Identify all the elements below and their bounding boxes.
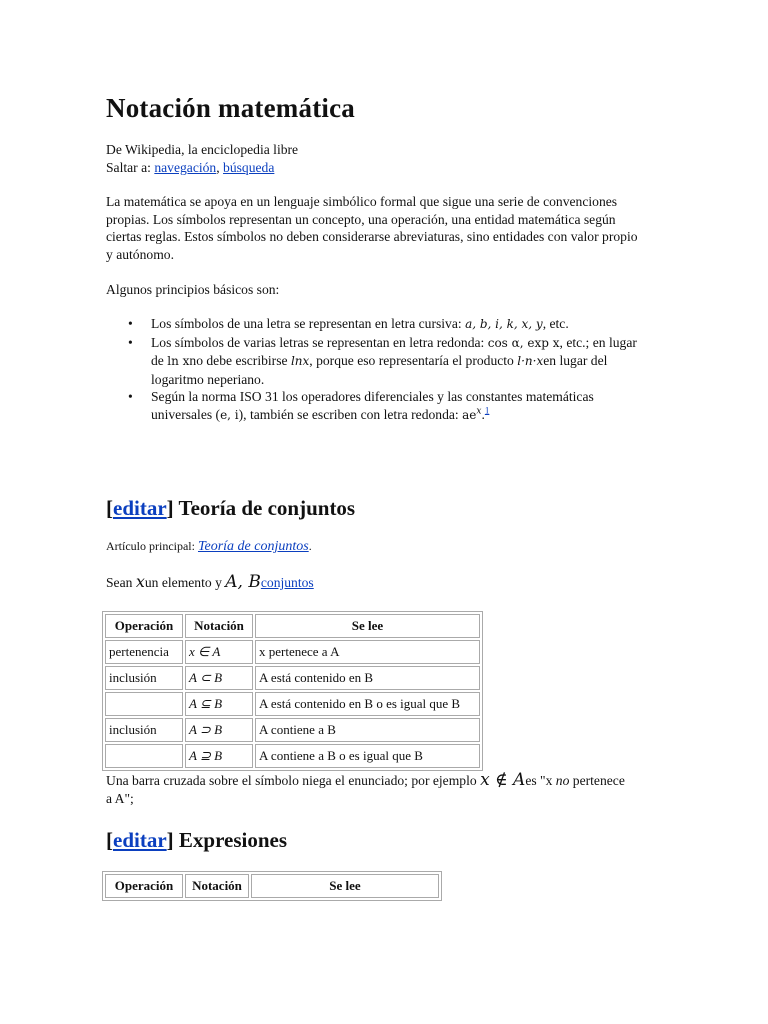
math-inline: lnx [290, 354, 310, 368]
bullet-text: no debe escribirse [189, 353, 291, 368]
principles-heading: Algunos principios básicos son: [106, 282, 280, 297]
column-header: Operación [105, 614, 183, 638]
math-inline: x ∉ A [480, 770, 526, 790]
edit-bracket: [ [106, 828, 113, 852]
sean-line [106, 573, 314, 592]
edit-bracket: ] [166, 828, 174, 852]
math-inline: ln x [167, 354, 190, 368]
column-header: Operación [105, 874, 183, 898]
reference-link[interactable]: 1 [484, 404, 490, 415]
bullet-text: Según la norma ISO 31 los operadores diferenciales y las constantes matemáticas universales ( [151, 389, 594, 422]
table-row [105, 744, 480, 768]
math-inline: x [135, 572, 145, 591]
list-item [106, 388, 646, 424]
table-row [105, 718, 480, 742]
operation-cell: pertenencia [105, 640, 183, 664]
intro-paragraph: La matemática se apoya en un lenguaje simbólico formal que sigue una serie de convenciones propias. Los símbolos representan un concepto, una operación, una entidad matemática según ciertas reglas. Estos símbolos no deben considerarse abreviaturas, sino entidades con valor propio y autónomo. [106, 194, 638, 262]
reading-cell: A está contenido en B [255, 666, 480, 690]
search-link[interactable]: búsqueda [223, 160, 275, 175]
negation-emphasis: no [555, 773, 570, 788]
page-title: Notación matemática [106, 93, 355, 123]
main-article-line [106, 538, 312, 555]
column-header: Se lee [255, 614, 480, 638]
conjuntos-link[interactable]: conjuntos [260, 575, 314, 590]
math-inline: cos α, exp x [487, 335, 560, 350]
math-inline: l·n·x [517, 354, 544, 368]
jump-separator: , [216, 160, 224, 175]
operation-cell: inclusión [105, 718, 183, 742]
operation-cell [105, 692, 183, 716]
set-operations-table [102, 611, 483, 771]
sean-mid: un elemento y [144, 575, 226, 590]
bullet-text: en lugar del logaritmo neperiano. [151, 353, 608, 387]
bullet-icon: • [128, 389, 133, 404]
operation-cell [105, 744, 183, 768]
section-heading-expresiones [106, 827, 287, 853]
jump-links [106, 159, 274, 177]
table-header-row [105, 874, 439, 898]
principles-list [106, 315, 646, 424]
bullet-text: . [481, 406, 485, 422]
negation-text: Una barra cruzada sobre el símbolo niega el enunciado; por ejemplo [106, 773, 481, 788]
table-row [105, 666, 480, 690]
bullet-text: ), también se escriben con letra redonda: [238, 406, 463, 422]
section-title: Expresiones [178, 828, 288, 852]
bullet-text: Los símbolos de varias letras se representan en letra redonda: [151, 334, 488, 350]
navigation-link[interactable]: navegación [154, 160, 217, 175]
negation-text: pertenece a A"; [106, 773, 625, 806]
column-header: Notación [185, 614, 253, 638]
main-article-prefix: Artículo principal: [106, 539, 198, 553]
notation-cell: A ⊇ B [185, 744, 253, 768]
bullet-text: Los símbolos de una letra se representan en letra cursiva: [151, 316, 466, 331]
operation-cell: inclusión [105, 666, 183, 690]
table-row [105, 640, 480, 664]
section-heading-conjuntos [106, 495, 355, 521]
notation-cell: x ∈ A [185, 640, 253, 664]
list-item [106, 334, 646, 389]
reading-cell: A está contenido en B o es igual que B [255, 692, 480, 716]
jump-prefix: Saltar a: [106, 160, 155, 175]
reading-cell: A contiene a B o es igual que B [255, 744, 480, 768]
bullet-icon: • [128, 334, 133, 350]
reading-cell: x pertenece a A [255, 640, 480, 664]
edit-section-link[interactable]: editar [113, 828, 167, 852]
table-header-row [105, 614, 480, 638]
column-header: Se lee [251, 874, 439, 898]
source-line: De Wikipedia, la enciclopedia libre [106, 142, 299, 157]
negation-text: es "x [525, 773, 556, 788]
math-inline: a, b, i, k, x, y [465, 317, 543, 331]
math-inline: e, i [220, 407, 239, 422]
sean-prefix: Sean [106, 575, 136, 590]
math-inline: A, B [225, 572, 261, 592]
bullet-text: , etc. [542, 316, 569, 331]
edit-bracket: [ [106, 496, 113, 520]
negation-paragraph [106, 772, 626, 807]
main-article-link[interactable]: Teoría de conjuntos [197, 539, 309, 554]
reading-cell: A contiene a B [255, 718, 480, 742]
list-item [106, 315, 646, 334]
notation-cell: A ⊂ B [185, 666, 253, 690]
math-inline: ae [462, 407, 477, 422]
table-row [105, 692, 480, 716]
section-title: Teoría de conjuntos [178, 496, 356, 520]
edit-section-link[interactable]: editar [113, 496, 167, 520]
bullet-text: , porque eso representaría el producto [309, 353, 518, 368]
math-superscript: x [476, 405, 482, 416]
column-header: Notación [185, 874, 249, 898]
expressions-table [102, 871, 442, 901]
notation-cell: A ⊆ B [185, 692, 253, 716]
bullet-text: , etc.; en lugar de [151, 334, 637, 368]
notation-cell: A ⊃ B [185, 718, 253, 742]
bullet-icon: • [128, 316, 133, 331]
edit-bracket: ] [166, 496, 174, 520]
main-article-end: . [308, 539, 312, 553]
